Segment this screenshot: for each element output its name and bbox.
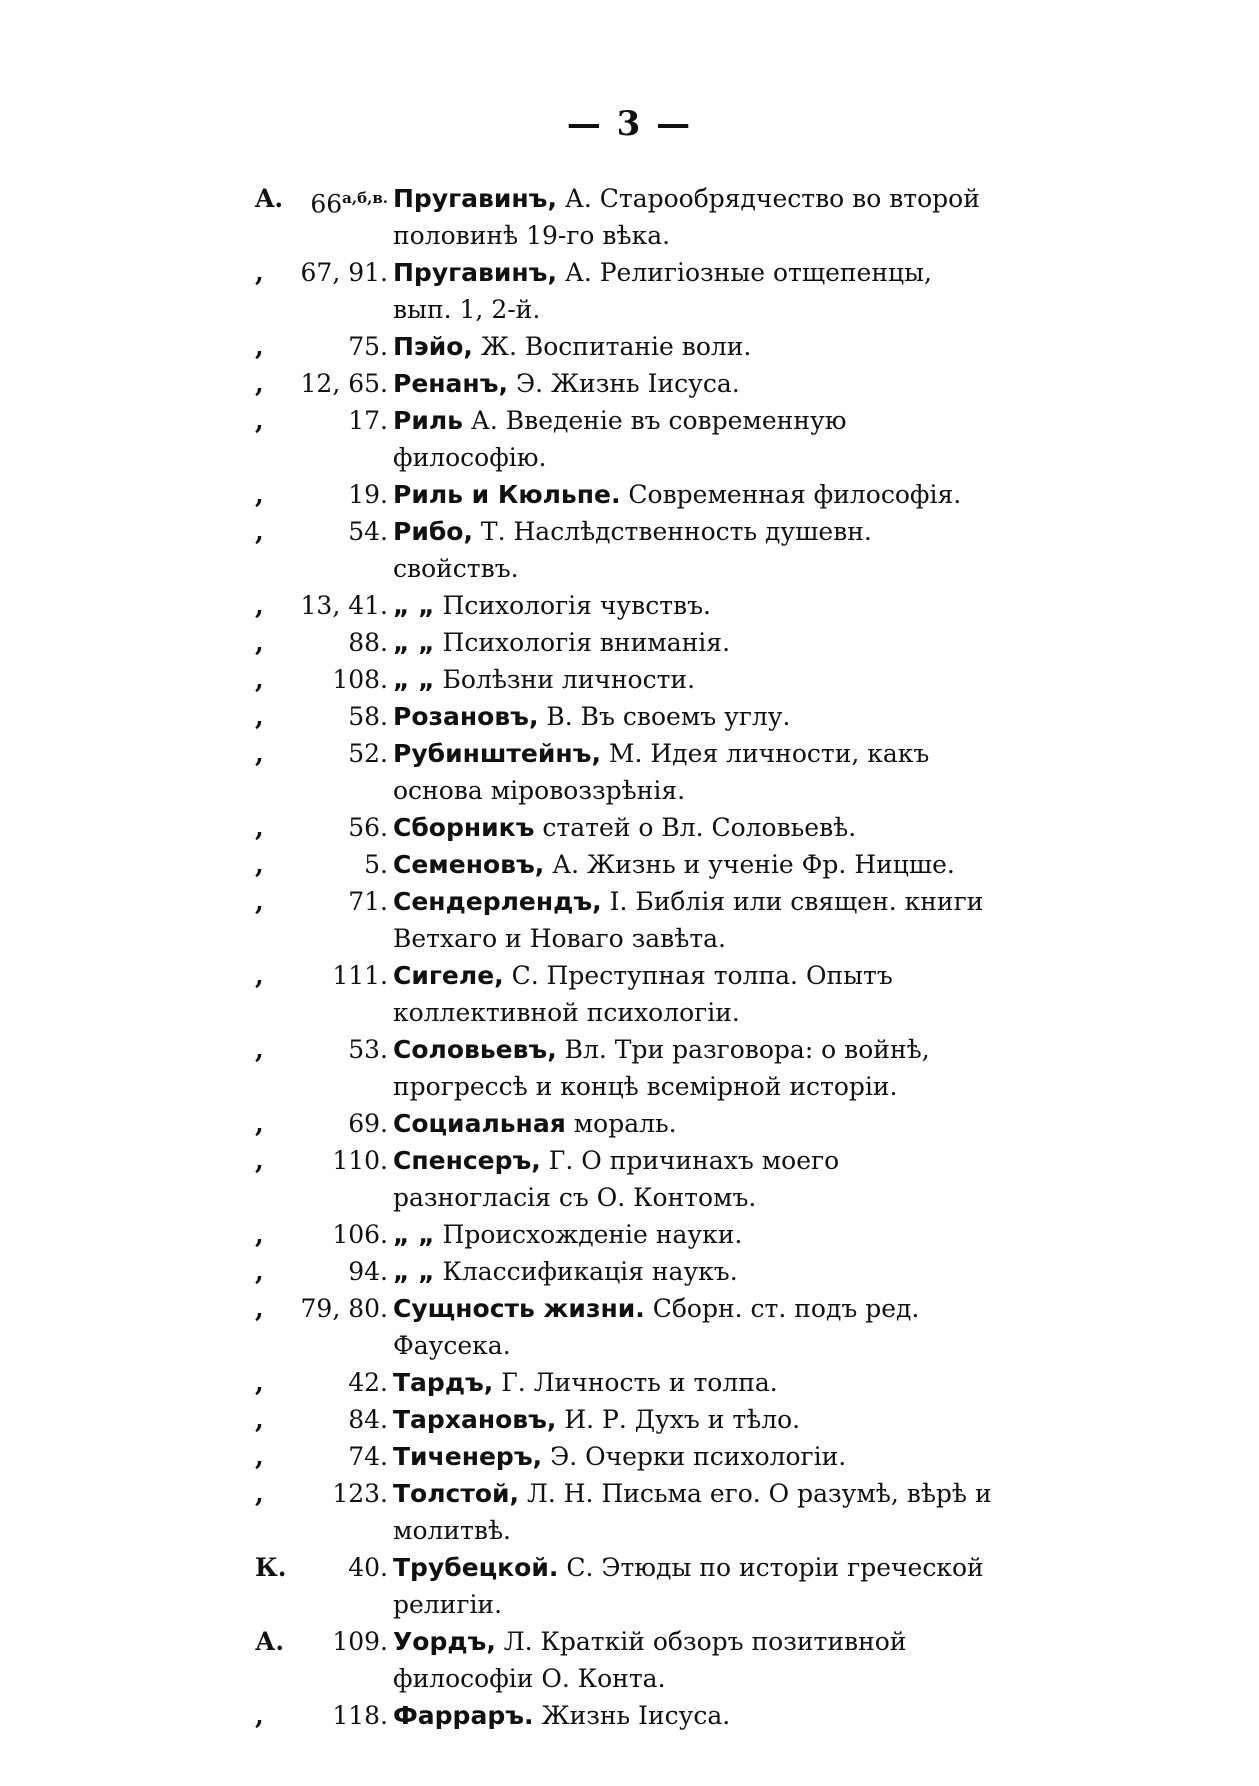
entry-number-text: 13, 41.: [300, 591, 388, 620]
entry-author: „ „: [393, 1220, 435, 1249]
entry-text: [393, 1438, 993, 1475]
catalog-entry: [0, 1105, 1259, 1142]
entry-title: А. Старообрядчество во второй половинѣ 19-го вѣка.: [393, 184, 980, 250]
entry-text: [393, 661, 993, 698]
entry-text: [393, 957, 993, 1031]
catalog-entry: [0, 513, 1259, 587]
entry-number: [348, 476, 388, 513]
entry-author: Риль: [393, 406, 463, 435]
entry-number-text: 17.: [348, 406, 388, 435]
entry-author: Тиченеръ,: [393, 1442, 543, 1471]
entry-author: „ „: [393, 628, 435, 657]
entry-title: мораль.: [573, 1109, 677, 1138]
entry-number: [332, 1142, 388, 1179]
entry-author: „ „: [393, 665, 435, 694]
entry-title: В. Въ своемъ углу.: [546, 702, 791, 731]
entry-author: Розановъ,: [393, 702, 539, 731]
entry-text: [393, 883, 993, 957]
entry-number-text: 118.: [332, 1701, 388, 1730]
entry-number: [332, 1623, 388, 1660]
entry-title: Психологiя вниманiя.: [442, 628, 731, 657]
entry-author: Пругавинъ,: [393, 184, 557, 213]
entry-number-text: 12, 65.: [300, 369, 388, 398]
entry-author: Трубецкой.: [393, 1553, 559, 1582]
shelf-mark: ,: [255, 1442, 264, 1471]
entry-number-text: 40.: [348, 1553, 388, 1582]
entry-number: [301, 365, 388, 402]
entry-number: [310, 180, 388, 222]
catalog-entry: [0, 1697, 1259, 1734]
entry-author: Сендерлендъ,: [393, 887, 602, 916]
catalog-entry: [0, 365, 1259, 402]
catalog-entry: [0, 698, 1259, 735]
entry-text: [393, 809, 993, 846]
entry-number-text: 106.: [332, 1220, 388, 1249]
entry-author: Сигеле,: [393, 961, 504, 990]
entry-author: Тархановъ,: [393, 1405, 557, 1434]
entry-text: [393, 476, 993, 513]
entry-number-text: 74.: [348, 1442, 388, 1471]
entry-text: [393, 1623, 993, 1697]
entry-number: [348, 402, 388, 439]
shelf-mark: ,: [255, 517, 264, 546]
shelf-mark: ,: [255, 887, 264, 916]
catalog-entry: [0, 254, 1259, 328]
entry-author: Рубинштейнъ,: [393, 739, 601, 768]
entry-title: статей о Вл. Соловьевѣ.: [542, 813, 857, 842]
entry-author: Сущность жизни.: [393, 1294, 645, 1323]
entry-title: Сборн. ст. подъ ред. Фаусека.: [393, 1294, 920, 1360]
entry-number-text: 88.: [348, 628, 388, 657]
entry-title: А. Религiозные отщепенцы, вып. 1, 2-й.: [393, 258, 932, 324]
catalog-entry: [0, 957, 1259, 1031]
entry-title: Происхожденiе науки.: [442, 1220, 743, 1249]
entry-title: А. Жизнь и ученiе Фр. Ницше.: [552, 850, 955, 879]
entry-number-text: 56.: [348, 813, 388, 842]
entry-number: [364, 846, 388, 883]
entry-number-text: 111.: [332, 961, 388, 990]
entry-text: [393, 624, 993, 661]
entry-author: Уордъ,: [393, 1627, 496, 1656]
entry-number: [301, 587, 388, 624]
entry-number-text: 109.: [332, 1627, 388, 1656]
entry-number: [348, 883, 388, 920]
entry-number-text: 75.: [348, 332, 388, 361]
catalog-entry: [0, 1475, 1259, 1549]
entry-number: [348, 1438, 388, 1475]
shelf-mark: ,: [255, 369, 264, 398]
entry-author: Пругавинъ,: [393, 258, 557, 287]
shelf-mark: ,: [255, 961, 264, 990]
entry-number-text: 54.: [348, 517, 388, 546]
entry-text: [393, 1105, 993, 1142]
catalog-entry: [0, 809, 1259, 846]
entry-number-text: 67, 91.: [300, 258, 388, 287]
entry-number: [332, 1475, 388, 1512]
entry-title: Т. Наслѣдственность душевн. свойствъ.: [393, 517, 872, 583]
shelf-mark: ,: [255, 1405, 264, 1434]
entry-text: [393, 846, 993, 883]
entry-author: Соловьевъ,: [393, 1035, 557, 1064]
entry-number-text: 58.: [348, 702, 388, 731]
entry-author: „ „: [393, 591, 435, 620]
entry-number: [348, 328, 388, 365]
entry-title: И. Р. Духъ и тѣло.: [564, 1405, 801, 1434]
entry-number: [301, 254, 388, 291]
entry-text: [393, 1253, 993, 1290]
catalog-entries: [0, 180, 1259, 1734]
shelf-mark: ,: [255, 332, 264, 361]
shelf-mark: ,: [255, 1220, 264, 1249]
shelf-mark: ,: [255, 591, 264, 620]
entry-title: Ж. Воспитанiе воли.: [480, 332, 752, 361]
entry-author: Спенсеръ,: [393, 1146, 541, 1175]
entry-title: Л. Н. Письма его. О разумѣ, вѣрѣ и молитвѣ.: [393, 1479, 992, 1545]
shelf-mark: ,: [255, 850, 264, 879]
shelf-mark: ,: [255, 406, 264, 435]
shelf-mark: A.: [255, 184, 284, 213]
entry-number: [348, 1364, 388, 1401]
shelf-mark: К.: [255, 1553, 287, 1582]
shelf-mark: ,: [255, 1368, 264, 1397]
entry-number-suffix: а,б,в.: [342, 189, 388, 207]
entry-number-text: 52.: [348, 739, 388, 768]
entry-number: [348, 624, 388, 661]
catalog-entry: [0, 1364, 1259, 1401]
entry-number: [348, 1401, 388, 1438]
entry-number: [332, 1697, 388, 1734]
entry-text: [393, 1290, 993, 1364]
shelf-mark: ,: [255, 1479, 264, 1508]
catalog-entry: [0, 661, 1259, 698]
catalog-entry: [0, 402, 1259, 476]
entry-author: Семеновъ,: [393, 850, 545, 879]
entry-title: А. Введенiе въ современную философiю.: [393, 406, 847, 472]
entry-title: I. Библiя или священ. книги Ветхаго и Новаго завѣта.: [393, 887, 984, 953]
entry-title: Вл. Три разговора: о войнѣ, прогрессѣ и концѣ всемiрной исторiи.: [393, 1035, 930, 1101]
entry-number: [301, 1290, 388, 1327]
shelf-mark: ,: [255, 258, 264, 287]
shelf-mark: ,: [255, 1701, 264, 1730]
catalog-entry: [0, 476, 1259, 513]
entry-text: [393, 1031, 993, 1105]
entry-title: М. Идея личности, какъ основа мiровоззрѣнiя.: [393, 739, 930, 805]
catalog-entry: [0, 1290, 1259, 1364]
entry-text: [393, 254, 993, 328]
entry-text: [393, 1401, 993, 1438]
shelf-mark: ,: [255, 1146, 264, 1175]
shelf-mark: ,: [255, 480, 264, 509]
entry-author: Фарраръ.: [393, 1701, 534, 1730]
catalog-entry: [0, 1623, 1259, 1697]
shelf-mark: А.: [255, 1627, 285, 1656]
entry-number-text: 5.: [364, 850, 388, 879]
entry-number: [332, 957, 388, 994]
catalog-entry: [0, 735, 1259, 809]
entry-number-text: 94.: [348, 1257, 388, 1286]
entry-text: [393, 1475, 993, 1549]
shelf-mark: ,: [255, 739, 264, 768]
entry-number-text: 84.: [348, 1405, 388, 1434]
entry-title: Г. Личность и толпа.: [501, 1368, 778, 1397]
entry-text: [393, 735, 993, 809]
entry-number-text: 71.: [348, 887, 388, 916]
catalog-entry: [0, 1142, 1259, 1216]
entry-title: С. Преступная толпа. Опытъ коллективной психологiи.: [393, 961, 893, 1027]
shelf-mark: ,: [255, 702, 264, 731]
entry-number: [348, 513, 388, 550]
catalog-entry: [0, 180, 1259, 254]
entry-author: Социальная: [393, 1109, 566, 1138]
catalog-entry: [0, 624, 1259, 661]
entry-number-text: 69.: [348, 1109, 388, 1138]
entry-title: Г. О причинахъ моего разногласiя съ О. Контомъ.: [393, 1146, 840, 1212]
catalog-entry: [0, 328, 1259, 365]
entry-title: Л. Краткiй обзоръ позитивной философiи О. Конта.: [393, 1627, 907, 1693]
entry-number: [348, 809, 388, 846]
catalog-entry: [0, 1253, 1259, 1290]
entry-number-text: 53.: [348, 1035, 388, 1064]
entry-number: [332, 1216, 388, 1253]
page-number: — 3 —: [566, 104, 693, 144]
entry-title: С. Этюды по исторiи греческой религiи.: [393, 1553, 984, 1619]
catalog-entry: [0, 883, 1259, 957]
entry-number-text: 19.: [348, 480, 388, 509]
shelf-mark: ,: [255, 628, 264, 657]
entry-author: Тардъ,: [393, 1368, 494, 1397]
catalog-entry: [0, 587, 1259, 624]
entry-text: [393, 180, 993, 254]
entry-number: [348, 1105, 388, 1142]
entry-number-text: 66: [310, 189, 343, 219]
entry-author: Пэйо,: [393, 332, 473, 361]
shelf-mark: ,: [255, 1294, 264, 1323]
entry-number: [348, 698, 388, 735]
entry-number: [332, 661, 388, 698]
entry-text: [393, 328, 993, 365]
entry-number: [348, 1549, 388, 1586]
catalog-entry: [0, 1216, 1259, 1253]
entry-title: Болѣзни личности.: [442, 665, 696, 694]
catalog-entry: [0, 1549, 1259, 1623]
entry-text: [393, 698, 993, 735]
entry-number-text: 110.: [332, 1146, 388, 1175]
entry-text: [393, 1216, 993, 1253]
entry-author: Ренанъ,: [393, 369, 508, 398]
entry-title: Жизнь Iисуса.: [541, 1701, 731, 1730]
entry-title: Классификацiя наукъ.: [442, 1257, 738, 1286]
entry-text: [393, 365, 993, 402]
entry-number-text: 79, 80.: [300, 1294, 388, 1323]
shelf-mark: ,: [255, 1035, 264, 1064]
entry-text: [393, 402, 993, 476]
entry-number-text: 42.: [348, 1368, 388, 1397]
entry-number: [348, 1253, 388, 1290]
entry-number: [348, 1031, 388, 1068]
catalog-entry: [0, 1401, 1259, 1438]
entry-number-text: 108.: [332, 665, 388, 694]
shelf-mark: ,: [255, 1109, 264, 1138]
shelf-mark: ,: [255, 813, 264, 842]
entry-number: [348, 735, 388, 772]
entry-author: Сборникъ: [393, 813, 535, 842]
entry-title: Современная философiя.: [628, 480, 962, 509]
entry-title: Психологiя чувствъ.: [442, 591, 711, 620]
entry-text: [393, 587, 993, 624]
catalog-entry: [0, 1031, 1259, 1105]
entry-title: Э. Жизнь Iисуса.: [515, 369, 740, 398]
catalog-entry: [0, 846, 1259, 883]
entry-text: [393, 513, 993, 587]
shelf-mark: ,: [255, 1257, 264, 1286]
shelf-mark: ,: [255, 665, 264, 694]
entry-text: [393, 1549, 993, 1623]
entry-author: „ „: [393, 1257, 435, 1286]
entry-text: [393, 1364, 993, 1401]
catalog-entry: [0, 1438, 1259, 1475]
entry-title: Э. Очерки психологiи.: [550, 1442, 847, 1471]
entry-text: [393, 1697, 993, 1734]
entry-text: [393, 1142, 993, 1216]
entry-number-text: 123.: [332, 1479, 388, 1508]
entry-author: Рибо,: [393, 517, 473, 546]
entry-author: Риль и Кюльпе.: [393, 480, 621, 509]
entry-author: Толстой,: [393, 1479, 520, 1508]
